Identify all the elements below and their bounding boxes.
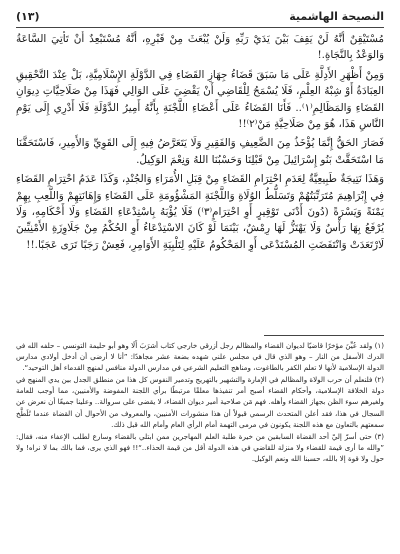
paragraph: وَمِنْ أَظْهَرِ الأَدِلَّةِ عَلَى مَا سَبَقَ قَضَاءُ جِهَازِ القَضَاءِ فِي الدَّوْلَةِ الإِسْلَامِيَّةِ، بَلْ عِنْدَ التَّحْقِيقِ العِبَادَةُ أَوْ شِبْهُ العِلْمِ، فَلَا يُسْمَحُ لِلْقَاضِي أَنْ يَقْضِيَ عَلَى الوَالِي فَهَذَا مِنْ صَلَاحِيَّاتِ دِيوَانِ القَضَاءِ وَالمَظَالِمِ⁽١⁾.. فَأَنَا القَضَاءُ عَلَى أَعْضَاءِ اللَّجْنَةِ بِأَنَّهُ أَمِيرُ الدَّوْلَةِ فَلَا أَدْرِي إِلَى يَوْمِ النَّاسِ هَذَا، هُوَ مِنْ صَلَاحِيَّةِ مَنْ⁽٢⁾!! bbox=[16, 68, 384, 131]
page-header bbox=[16, 8, 384, 24]
footnote-divider bbox=[264, 335, 384, 336]
paragraph: فَصَارَ الحَقُّ إِنَّمَا يُؤْخَذُ مِنَ الضَّعِيفِ وَالفَقِيرِ وَلَا يَتَعَرَّضُ فِيهِ إِلَى القَوِيِّ وَالأَمِيرِ، فَاسْتَحَقَّنَا مَا اسْتَحَقَّتْ بَنُو إِسْرَائِيلَ مِنْ قَبْلِنَا وَحَسْبُنَا اللهُ وَنِعْمَ الوَكِيلُ. bbox=[16, 137, 384, 166]
running-title: النصيحة الهاشمية bbox=[289, 9, 384, 23]
footnote: (٢) فلنعلم أن حرب الولاة والمظالم في الإمارة والتشهير بالتهريج وتدمير النفوس كل هذا من منطلق الجدل بين يدي المنهج في دولة الخلافة الإسلامية، وأحكام القضاء أصبح أمر تنفيذها معلقًا مرتبطًا برأي اللجنة المفوضة والأمنيين، مما أوجب للعامة ولغيرهم سوء الظن بجهاز القضاء وأهله. فهم مَن صلاحية أمير ديوان القضاء، لا يقضى على سروالة.. وعلينا جميعًا أن نعرض عن السجال في هذا، فقد أعلن المتحدث الرسمي قبولاً أن هذا منشورات الأمنيين، والمعروف من الأحوال أن القضاة عندما تُلَطَّخ سمعتهم بالتعاون مع هذه اللجنة يكونون في مرمى التهمة أمام الرأي العام وأمام الله قبل ذلك. bbox=[16, 375, 384, 429]
paragraph: وَهَذَا نَتِيجَةٌ طَبِيعِيَّةٌ لِعَدَمِ احْتِرَامِ القَضَاءِ مِنْ قِبَلِ الأُمَرَاءِ وَالجُنْدِ، وَكَذَا عَدَمُ احْتِرَامِ القَضَاءِ فِي إِبْرَاهِيمَ مُتَرَتِّبَتُهُمْ وَتَسَلُّطُ الوُلَاةِ وَاللَّجْنَةِ المَشْؤُومَةِ عَلَى القَضَاءِ وَإِهَانَتِهِمْ وَاللَّعِبِ بِهِمْ يَمْنَةً وَيَسْرَةً (دُونَ أَدْنَى تَوْقِيرٍ أَوِ احْتِرَامٍ⁽٣⁾) فَلَا يُؤْبَهُ بِاسْتِدْعَاءِ القَضَاءِ وَلَا أَحْكَامِهِ، وَلَا يُرْفَعُ بِهَا رَأْسٌ وَلَا يَهْتَزُّ لَهَا رِمْشٌ، بَيْنَمَا لَوْ كَانَ الاسْتِدْعَاءُ أَوِ الحُكْمُ مِنْ جَلَاوِزَةِ الأَمْنِيِّينَ لَارْتَعَدَتْ وَانْتَفَضَتِ المُسْتَدْعَى أَوِ المَحْكُومُ عَلَيْهِ لِتَلْبِيَةِ الأَوَامِرِ، فَعِشْ رَجَبًا تَرَى عَجَبًا.!! bbox=[16, 173, 384, 251]
main-text bbox=[16, 31, 384, 327]
page-number: (١٣) bbox=[16, 9, 40, 23]
footnote: (٣) حتى أسرّ إليّ أحد القضاة السابقين من خيرة طلبة العلم المهاجرين ممن ابتلي بالقضاء وسارع لطلب الإعفاء منه، فقال: ”والله ما أرى قيمة للقضاء ولا منزلة للقاضي في هذه الدولة أقل من قيمة الحذاء..“!! فهو الذي يرى، فما بالك بما لا نراه! ولا حول ولا قوة إلا بالله، حسبنا الله ونعم الوكيل. bbox=[16, 431, 384, 463]
footnotes bbox=[16, 340, 384, 550]
footnote: (١) ولقد عُيِّنَ مؤخرًا قاضيًا لديوان القضاء والمظالم رجل أزرقي خارجي كتاب أشرَبَ أَلَا وهو أبو حليمة التونسي – حلفه الله في الدرك الأسفل من النار – وهو الذي قال في مجلس علني شهده بضعة عشر مجاهدًا: ”أنا لا أرضى أن أدخل أولادي مدارس الدولة الإسلامية لأنها لا تعلم الكفر بالطاغوت، ومناهج التعليم الشرعي في مدارس الدولة منافس لمنهج القدماء أهل التوحيد“. bbox=[16, 341, 384, 373]
paragraph: مُسْتَيْقِنٌ أَنَّهُ لَنْ يَقِفَ بَيْنَ يَدَيْ رَبِّهِ وَلَنْ يُبْعَثَ مِنْ قَبْرِهِ، أَنَّهُ مُسْتَبْعِدٌ أَنْ تَأْتِيَ السَّاعَةُ وَالوَعْدُ بِالنَّجَاةِ.! bbox=[16, 33, 384, 62]
header-divider bbox=[16, 27, 384, 28]
